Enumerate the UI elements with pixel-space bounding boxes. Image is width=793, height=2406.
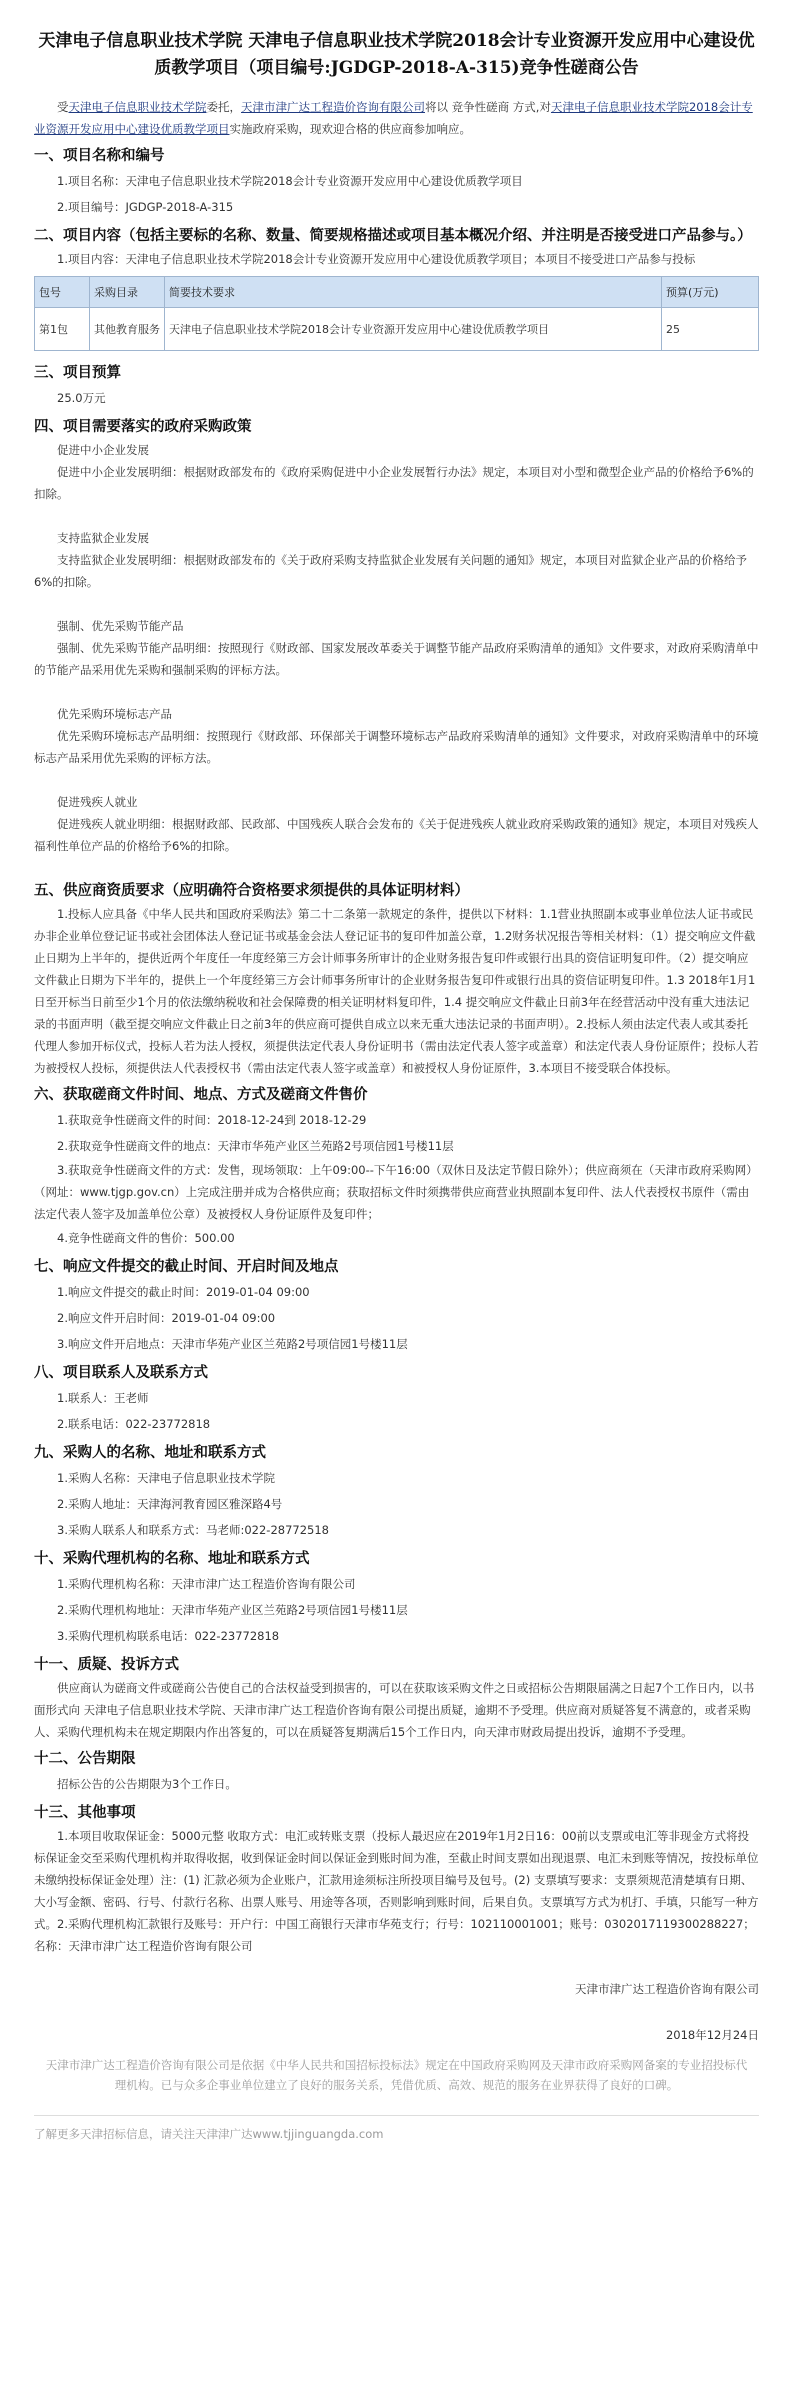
complaint-text: 供应商认为磋商文件或磋商公告使自己的合法权益受到损害的，可以在获取该采购文件之日或招标公告期限届满之日起7个工作日内，以书面形式向 天津电子信息职业技术学院、天津市津广达工程造价咨询有限公司提出质疑，逾期不予受理。供应商对质疑答复不满意的，或者采购人、采购代理机构未在规定期限内作出答复的，可以在质疑答复期满后15个工作日内，向天津市财政局提出投诉，逾期不予受理。 [34,1681,755,1739]
qualification-requirements: 1.投标人应具备《中华人民共和国政府采购法》第二十二条第一款规定的条件，提供以下材料：1.1营业执照副本或事业单位法人证书或民办非企业单位登记证书或社会团体法人登记证书或基金会法人登记证书的复印件加盖公章，1.2财务状况报告等相关材料：（1）提交响应文件截止日期为上半年的，提供近两个年度任一年度经第三方会计师事务所审计的企业财务报告复印件或银行出具的资信证明复印件。（2）提交响应文件截止日期为下半年的，提供上一个年度经第三方会计师事务所审计的企业财务报告复印件或银行出具的资信证明复印件。1.3 2018年1月1日至开标当日前至少1个月的依法缴纳税收和社会保障费的相关证明材料复印件，1.4 提交响应文件截止日前3年在经营活动中没有重大违法记录的书面声明（截至提交响应文件截止日之前3年的供应商可提供自成立以来无重大违法记录的书面声明）。2.投标人须由法定代表人或其委托代理人参加开标仪式，投标人若为法人授权，须提供法定代表人身份证明书（需由法定代表人签字或盖章）和法定代表人身份证原件；投标人若为被授权人投标，须提供法人代表授权书（需由法定代表人签字或盖章）和被授权人身份证原件，3.本项目不接受联合体投标。 [34,907,759,1075]
signature: 天津市津广达工程造价咨询有限公司 [575,1982,759,1996]
purchaser-address: 2.采购人地址：天津海河教育园区雅深路4号 [57,1497,283,1511]
policy-detail: 强制、优先采购节能产品明细：按照现行《财政部、国家发展改革委关于调整节能产品政府采购清单的通知》文件要求，对政府采购清单中的节能产品采用优先采购和强制采购的评标方法。 [34,641,759,677]
project-name: 1.项目名称：天津电子信息职业技术学院2018会计专业资源开发应用中心建设优质教学项目 [57,174,523,188]
col-header-package: 包号 [35,277,90,308]
col-header-budget: 预算(万元) [662,277,759,308]
policy-detail: 促进残疾人就业明细：根据财政部、民政部、中国残疾人联合会发布的《关于促进残疾人就业政府采购政策的通知》规定，本项目对残疾人福利性单位产品的价格给予6%的扣除。 [34,817,759,853]
policy-name: 强制、优先采购节能产品 [57,619,184,633]
project-number: 2.项目编号：JGDGP-2018-A-315 [57,200,234,214]
opening-time: 2.响应文件开启时间：2019-01-04 09:00 [57,1311,276,1325]
policy-block [34,439,759,505]
cell-catalog: 其他教育服务 [90,308,165,351]
deadline: 1.响应文件提交的截止时间：2019-01-04 09:00 [57,1285,310,1299]
doc-price: 4.竞争性磋商文件的售价：500.00 [57,1231,235,1245]
section-heading-3: 三、项目预算 [34,364,121,381]
policy-detail: 优先采购环境标志产品明细：按照现行《财政部、环保部关于调整环境标志产品政府采购清单的通知》文件要求，对政府采购清单中的环境标志产品采用优先采购的评标方法。 [34,729,759,765]
section-heading-12: 十二、公告期限 [34,1750,136,1767]
policy-block [34,527,759,593]
section-heading-7: 七、响应文件提交的截止时间、开启时间及地点 [34,1258,339,1275]
doc-method: 3.获取竞争性磋商文件的方式：发售，现场领取：上午09:00--下午16:00（双休日及法定节假日除外）；供应商须在（天津市政府采购网）（网址：www.tjgp.gov.cn）上完成注册并成为合格供应商；获取招标文件时须携带供应商营业执照副本复印件、法人代表授权书原件（需由法定代表人签字及加盖单位公章）及被授权人身份证原件及复印件； [34,1163,758,1221]
cell-budget: 25 [662,308,759,351]
intro-paragraph: 受天津电子信息职业技术学院委托，天津市津广达工程造价咨询有限公司将以 竞争性磋商 方式,对天津电子信息职业技术学院2018会计专业资源开发应用中心建设优质教学项目实施政府采购，现欢迎合格的供应商参加响应。 [34,100,753,136]
agency-phone: 3.采购代理机构联系电话：022-23772818 [57,1629,280,1643]
page-title: 天津电子信息职业技术学院 天津电子信息职业技术学院2018会计专业资源开发应用中心建设优质教学项目（项目编号:JGDGP-2018-A-315)竞争性磋商公告 [38,31,755,78]
purchaser-contact: 3.采购人联系人和联系方式：马老师:022-28772518 [57,1523,329,1537]
budget-amount: 25.0万元 [57,391,106,405]
doc-time: 1.获取竞争性磋商文件的时间：2018-12-24到 2018-12-29 [57,1113,367,1127]
section-heading-9: 九、采购人的名称、地址和联系方式 [34,1444,266,1461]
cell-requirements: 天津电子信息职业技术学院2018会计专业资源开发应用中心建设优质教学项目 [165,308,662,351]
section-heading-10: 十、采购代理机构的名称、地址和联系方式 [34,1550,310,1567]
section-heading-5: 五、供应商资质要求（应明确符合资格要求须提供的具体证明材料） [34,882,469,899]
section-heading-6: 六、获取磋商文件时间、地点、方式及磋商文件售价 [34,1086,368,1103]
project-content: 1.项目内容：天津电子信息职业技术学院2018会计专业资源开发应用中心建设优质教学项目；本项目不接受进口产品参与投标 [57,252,696,266]
table-row [35,308,759,351]
footer-bar[interactable]: 了解更多天津招标信息，请关注天津津广达www.tjjinguangda.com [34,2115,759,2142]
section-heading-13: 十三、其他事项 [34,1804,136,1821]
section-heading-1: 一、项目名称和编号 [34,147,165,164]
footer-note: 天津市津广达工程造价咨询有限公司是依据《中华人民共和国招标投标法》规定在中国政府采购网及天津市政府采购网备案的专业招投标代理机构。已与众多企事业单位建立了良好的服务关系，凭借优质、高效、规范的服务在业界获得了良好的口碑。 [45,2058,748,2092]
table-header-row [35,277,759,308]
agency-address: 2.采购代理机构地址：天津市华苑产业区兰苑路2号项信园1号楼11层 [57,1603,408,1617]
other-matters: 1.本项目收取保证金：5000元整 收取方式：电汇或转账支票（投标人最迟应在2019年1月2日16：00前以支票或电汇等非现金方式将投标保证金交至采购代理机构并取得收据，收到保证金时间以保证金到账时间为准，至截止时间支票如出现退票、电汇未到账等情况，按投标单位未缴纳投标保证金处理）注：(1) 汇款必须为企业账户，汇款用途须标注所投项目编号及包号。(2) 支票填写要求：支票须规范清楚填有日期、大小写金额、密码、行号、付款行名称、出票人账号、用途等各项，否则影响到账时间，后果自负。支票填写方式为机打、手填，只能写一种方式。2.采购代理机构汇款银行及账号：开户行：中国工商银行天津市华苑支行；行号：102110001001；账号：0302017119300288227；名称：天津市津广达工程造价咨询有限公司 [34,1829,759,1953]
col-header-requirements: 简要技术要求 [165,277,662,308]
policy-name: 优先采购环境标志产品 [57,707,172,721]
contact-phone: 2.联系电话：022-23772818 [57,1417,211,1431]
doc-location: 2.获取竞争性磋商文件的地点：天津市华苑产业区兰苑路2号项信园1号楼11层 [57,1139,454,1153]
agency-name: 1.采购代理机构名称：天津市津广达工程造价咨询有限公司 [57,1577,356,1591]
cell-package: 第1包 [35,308,90,351]
policy-name: 促进中小企业发展 [57,443,149,457]
policy-block [34,615,759,681]
policy-detail: 促进中小企业发展明细：根据财政部发布的《政府采购促进中小企业发展暂行办法》规定，本项目对小型和微型企业产品的价格给予6%的扣除。 [34,465,754,501]
policy-name: 支持监狱企业发展 [57,531,149,545]
purchaser-name: 1.采购人名称：天津电子信息职业技术学院 [57,1471,275,1485]
project-link[interactable]: 天津电子信息职业技术学院2018会计专业资源开发应用中心建设优质教学项目 [34,100,753,136]
budget-table [34,276,759,351]
opening-location: 3.响应文件开启地点：天津市华苑产业区兰苑路2号项信园1号楼11层 [57,1337,408,1351]
section-heading-8: 八、项目联系人及联系方式 [34,1364,208,1381]
policy-detail: 支持监狱企业发展明细：根据财政部发布的《关于政府采购支持监狱企业发展有关问题的通知》规定，本项目对监狱企业产品的价格给予6%的扣除。 [34,553,747,589]
notice-period: 招标公告的公告期限为3个工作日。 [57,1777,237,1791]
agency-link[interactable]: 天津市津广达工程造价咨询有限公司 [241,100,425,114]
col-header-catalog: 采购目录 [90,277,165,308]
section-heading-11: 十一、质疑、投诉方式 [34,1656,179,1673]
policy-block [34,703,759,769]
contact-person: 1.联系人：王老师 [57,1391,149,1405]
section-heading-4: 四、项目需要落实的政府采购政策 [34,418,252,435]
section-heading-2: 二、项目内容（包括主要标的名称、数量、简要规格描述或项目基本概况介绍、并注明是否接受进口产品参与。） [34,227,752,244]
signature-date: 2018年12月24日 [665,2028,759,2042]
policy-name: 促进残疾人就业 [57,795,138,809]
purchaser-link[interactable]: 天津电子信息职业技术学院 [68,100,207,114]
policy-block [34,791,759,857]
